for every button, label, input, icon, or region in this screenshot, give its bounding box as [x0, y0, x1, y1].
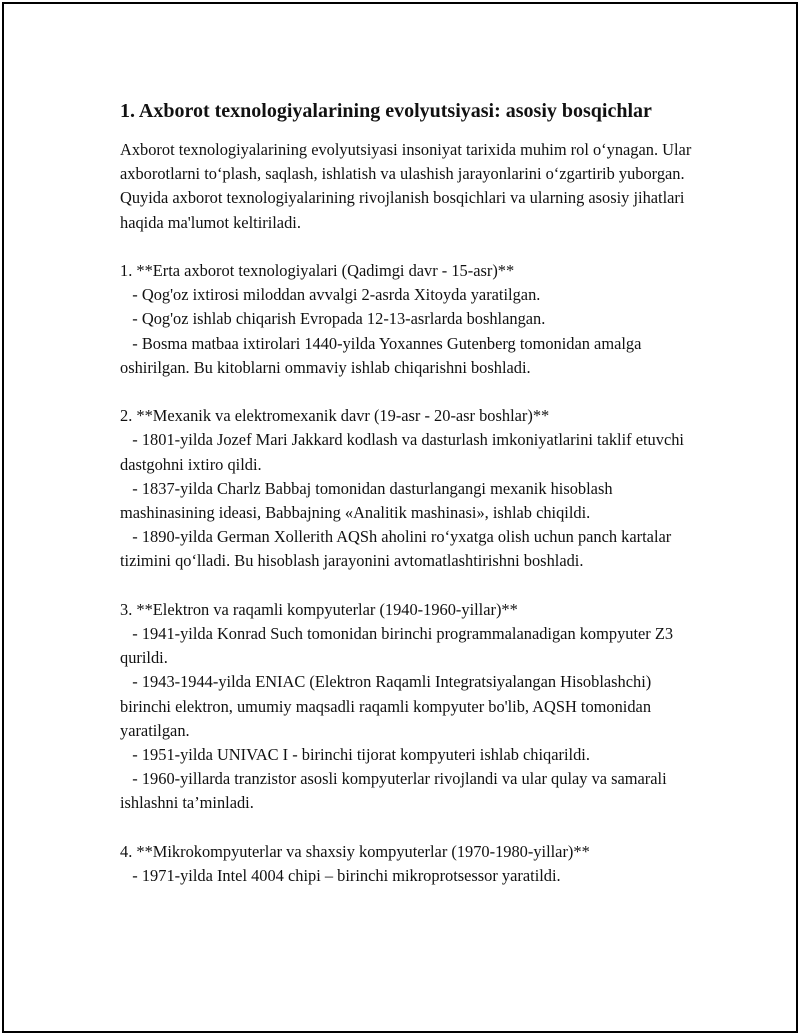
intro-paragraph: Axborot texnologiyalarining evolyutsiyasi insoniyat tarixida muhim rol o‘ynagan. Ular axborotlarni to‘plash, saqlash, ishlatish va ulashish jarayonlarini o‘zgartirib yuborgan. Quyida axborot texnologiyalarining rivojlanish bosqichlari va ularning asosiy jihatlari haqida ma'lumot keltiriladi.: [120, 140, 692, 232]
list-item-text: - 1951-yilda UNIVAC I - birinchi tijorat kompyuteri ishlab chiqarildi.: [132, 745, 590, 765]
list-item: [120, 428, 700, 476]
section-heading: 3. **Elektron va raqamli kompyuterlar (1940-1960-yillar)**: [120, 599, 518, 619]
list-item: [120, 307, 700, 331]
list-item: [120, 477, 700, 525]
list-item-text: - 1971-yilda Intel 4004 chipi – birinchi mikroprotsessor yaratildi.: [132, 866, 561, 886]
list-item: [120, 670, 700, 743]
document-content: [120, 98, 700, 888]
document-page: [2, 2, 798, 1033]
list-item-text: - 1890-yilda German Xollerith AQSh aholini ro‘yxatga olish uchun panch kartalar tizimini qo‘lladi. Bu hisoblash jarayonini avtomatlashtirishni boshladi.: [120, 527, 672, 571]
list-item-text: - 1941-yilda Konrad Such tomonidan birinchi programmalanadigan kompyuter Z3 qurildi.: [120, 624, 674, 668]
section-heading: 2. **Mexanik va elektromexanik davr (19-asr - 20-asr boshlar)**: [120, 406, 550, 426]
list-item-text: - Qog'oz ishlab chiqarish Evropada 12-13-asrlarda boshlangan.: [132, 309, 546, 329]
list-item-text: - 1837-yilda Charlz Babbaj tomonidan dasturlangangi mexanik hisoblash mashinasining ideasi, Babbajning «Analitik mashinasi», ishlab chiqildi.: [120, 478, 613, 523]
list-item-text: - Bosma matbaa ixtirolari 1440-yilda Yoxannes Gutenberg tomonidan amalga oshirilgan. Bu kitoblarni ommaviy ishlab chiqarishni boshladi.: [120, 333, 642, 377]
section-4: [120, 840, 700, 888]
list-item-text: - 1960-yillarda tranzistor asosli kompyuterlar rivojlandi va ular qulay va samarali ishlashni ta’minladi.: [120, 769, 667, 813]
list-item-text: - 1801-yilda Jozef Mari Jakkard kodlash va dasturlash imkoniyatlarini taklif etuvchi dastgohni ixtiro qildi.: [120, 430, 684, 474]
list-item-text: - 1943-1944-yilda ENIAC (Elektron Raqamli Integratsiyalangan Hisoblashchi) birinchi elektron, umumiy maqsadli raqamli kompyuter bo'lib, AQSH tomonidan yaratilgan.: [120, 672, 652, 740]
section-heading: 4. **Mikrokompyuterlar va shaxsiy kompyuterlar (1970-1980-yillar)**: [120, 841, 590, 861]
section-2: [120, 404, 700, 573]
list-item: [120, 525, 700, 573]
list-item: [120, 283, 700, 307]
section-heading: 1. **Erta axborot texnologiyalari (Qadimgi davr - 15-asr)**: [120, 261, 515, 280]
document-title: 1. Axborot texnologiyalarining evolyutsiyasi: asosiy bosqichlar: [120, 100, 652, 122]
list-item: [120, 622, 700, 670]
section-1: [120, 259, 700, 380]
list-item: [120, 743, 700, 767]
list-item: [120, 332, 700, 380]
section-3: [120, 598, 700, 816]
list-item-text: - Qog'oz ixtirosi miloddan avvalgi 2-asrda Xitoyda yaratilgan.: [132, 285, 541, 305]
list-item: [120, 864, 700, 888]
list-item: [120, 767, 700, 815]
